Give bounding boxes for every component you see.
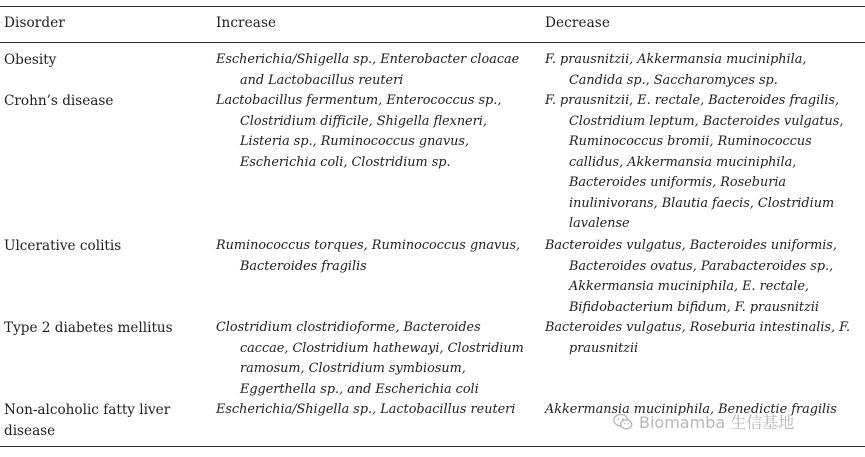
decrease-cell: [545, 50, 855, 91]
increase-line: Listeria sp., Ruminococcus gnavus,: [240, 134, 470, 149]
decrease-line: Bacteroides vulgatus, Roseburia intestinalis, F.: [545, 320, 851, 335]
decrease-line: Bacteroides vulgatus, Bacteroides uniformis,: [545, 238, 837, 253]
increase-cell: [216, 400, 526, 421]
wechat-logo-icon: [612, 411, 634, 433]
increase-line: Eggerthella sp., and Escherichia coli: [240, 381, 479, 397]
decrease-line: Akkermansia muciniphila, E. rectale,: [569, 279, 809, 294]
disorder-cell: [4, 318, 199, 339]
increase-line: ramosum, Clostridium symbiosum,: [240, 361, 466, 376]
disorder-cell: [4, 400, 199, 441]
bottom-rule: [0, 446, 865, 447]
increase-line: Clostridium difficile, Shigella flexneri,: [240, 113, 487, 129]
increase-cell: [216, 236, 526, 277]
increase-line: Escherichia coli, Clostridium sp.: [240, 154, 451, 170]
decrease-line: Bacteroides ovatus, Parabacteroides sp.,: [569, 258, 834, 274]
decrease-line: F. prausnitzii, Akkermansia muciniphila,: [545, 52, 807, 67]
disorder-name-cont: disease: [4, 422, 56, 439]
decrease-cell: [545, 91, 855, 235]
increase-line: Escherichia/Shigella sp., Lactobacillus reuteri: [216, 402, 516, 417]
disorder-cell: [4, 236, 199, 257]
increase-line: Lactobacillus fermentum, Enterococcus sp.,: [216, 93, 502, 108]
decrease-cell: [545, 318, 855, 359]
decrease-line: Candida sp., Saccharomyces sp.: [569, 72, 778, 88]
header-disorder: Disorder: [4, 15, 65, 31]
decrease-line: callidus, Akkermansia muciniphila,: [569, 154, 797, 170]
decrease-line: Clostridium leptum, Bacteroides vulgatus,: [569, 113, 844, 129]
watermark: [612, 410, 794, 433]
disorder-name: Crohn’s disease: [4, 93, 114, 109]
disorder-name: Obesity: [4, 52, 57, 68]
decrease-line: Akkermansia muciniphila, Benedictie fragilis: [545, 402, 837, 417]
increase-line: Bacteroides fragilis: [240, 258, 367, 274]
increase-cell: [216, 91, 526, 173]
header-increase: Increase: [216, 15, 277, 31]
disorder-name: Non-alcoholic fatty liver: [4, 402, 171, 418]
increase-cell: [216, 50, 526, 91]
increase-line: Clostridium clostridioforme, Bacteroides: [216, 320, 481, 335]
increase-line: caccae, Clostridium hathewayi, Clostridium: [240, 340, 524, 356]
disorder-name: Ulcerative colitis: [4, 238, 122, 254]
disorder-cell: [4, 50, 199, 71]
decrease-line: Bacteroides uniformis, Roseburia: [569, 175, 787, 190]
decrease-cell: [545, 236, 855, 318]
header-decrease: Decrease: [545, 15, 611, 31]
increase-line: and Lactobacillus reuteri: [240, 72, 404, 88]
disorder-name: Type 2 diabetes mellitus: [4, 320, 173, 336]
top-rule: [0, 6, 865, 7]
increase-cell: [216, 318, 526, 400]
decrease-line: Bifidobacterium bifidum, F. prausnitzii: [569, 299, 819, 315]
decrease-line: Ruminococcus bromii, Ruminococcus: [569, 134, 812, 149]
decrease-line: inulinivorans, Blautia faecis, Clostridium: [569, 195, 835, 211]
header-rule: [0, 42, 865, 43]
watermark-text: Biomamba 生信基地: [639, 413, 795, 432]
increase-line: Ruminococcus torques, Ruminococcus gnavus,: [216, 238, 521, 253]
increase-line: Escherichia/Shigella sp., Enterobacter cloacae: [216, 52, 520, 67]
decrease-line: F. prausnitzii, E. rectale, Bacteroides fragilis,: [545, 93, 840, 108]
decrease-line: lavalense: [569, 216, 630, 231]
disorder-cell: [4, 91, 199, 112]
decrease-line: prausnitzii: [569, 340, 639, 356]
